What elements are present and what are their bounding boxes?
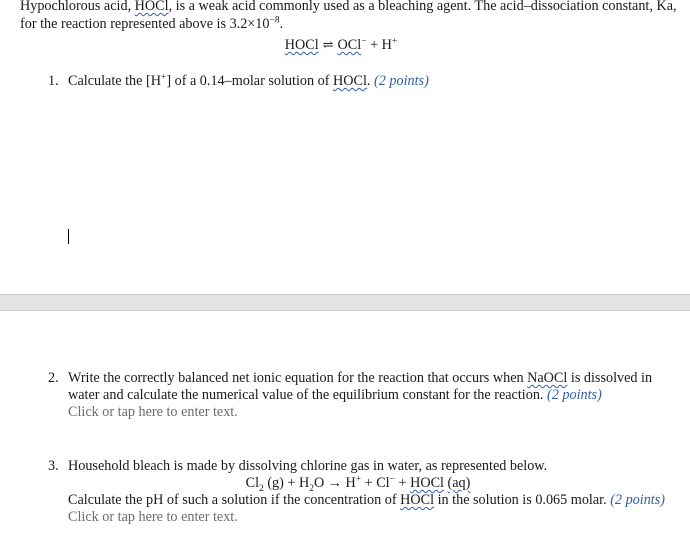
eq2-cl-charge: − bbox=[389, 474, 395, 485]
q2-text-b: is dissolved in water and calculate the numerical value of the equilibrium constant for the reaction. bbox=[68, 370, 653, 403]
question-2-number: 2. bbox=[48, 370, 59, 386]
dissociation-equation[interactable] bbox=[0, 36, 686, 54]
eq-plus-h: + H bbox=[366, 37, 392, 53]
text-cursor bbox=[68, 229, 69, 244]
intro-paragraph[interactable] bbox=[20, 0, 680, 33]
equilibrium-arrow: ⇌ bbox=[322, 37, 334, 52]
q1-text-a: Calculate the [H bbox=[68, 73, 161, 89]
eq2-cl: Cl bbox=[245, 475, 260, 491]
q2-text-a: Write the correctly balanced net ionic equation for the reaction that occurs when bbox=[68, 370, 528, 386]
eq2-mid3: + Cl bbox=[361, 475, 390, 491]
eq2-spell-hocl[interactable]: HOCl bbox=[410, 475, 444, 491]
eq2-mid4: + bbox=[394, 475, 411, 491]
intro-text-1: Hypochlorous acid, bbox=[20, 0, 135, 14]
page-break-gap bbox=[0, 294, 690, 311]
q3-text-a: Household bleach is made by dissolving chlorine gas in water, as represented below. bbox=[68, 458, 548, 474]
q3-points: (2 points) bbox=[606, 492, 665, 508]
q1-points: (2 points) bbox=[370, 73, 429, 89]
intro-exponent: −8 bbox=[269, 15, 280, 26]
eq2-spell-aq[interactable]: (aq) bbox=[447, 475, 471, 491]
q2-spell-naocl[interactable]: NaOCl bbox=[527, 370, 568, 386]
eq2-h2o-sub: 2 bbox=[309, 483, 314, 494]
question-3[interactable] bbox=[48, 458, 668, 526]
q1-h-charge: + bbox=[160, 72, 167, 83]
q3-spell-hocl[interactable]: HOCl bbox=[400, 492, 435, 508]
q1-end: . bbox=[366, 73, 371, 89]
eq2-cl-sub: 2 bbox=[259, 483, 264, 494]
q1-spell-hocl[interactable]: HOCl bbox=[333, 73, 367, 89]
question-2[interactable] bbox=[48, 370, 668, 421]
eq-reactant-hocl[interactable]: HOCl bbox=[284, 37, 319, 53]
question-3-number: 3. bbox=[48, 458, 59, 474]
q2-answer-placeholder[interactable]: Click or tap here to enter text. bbox=[68, 404, 238, 420]
q3-answer-placeholder[interactable]: Click or tap here to enter text. bbox=[68, 509, 238, 525]
q3-text-b: Calculate the pH of such a solution if the concentration of bbox=[68, 492, 401, 508]
intro-text-2: , is a weak acid commonly used as a bleaching agent. The acid–dissociation constant, Ka, for the reaction represented above is 3.2×10 bbox=[20, 0, 677, 32]
question-1[interactable] bbox=[48, 73, 668, 90]
q1-text-b: ] of a 0.14–molar solution of bbox=[166, 73, 334, 89]
eq-product-ocl[interactable]: OCl bbox=[337, 37, 362, 53]
q2-points: (2 points) bbox=[543, 387, 602, 403]
eq2-h-charge: + bbox=[355, 474, 362, 485]
spellcheck-hocl[interactable]: HOCl bbox=[134, 0, 169, 14]
bleach-equation bbox=[48, 475, 668, 492]
ocl-charge: − bbox=[361, 36, 367, 47]
eq2-mid1: (g) + H bbox=[263, 475, 310, 491]
intro-end: . bbox=[279, 16, 284, 32]
eq2-mid2: O → H bbox=[313, 475, 356, 491]
h-charge: + bbox=[391, 36, 398, 47]
question-1-number: 1. bbox=[48, 73, 59, 89]
q3-text-c: in the solution is 0.065 molar. bbox=[434, 492, 607, 508]
